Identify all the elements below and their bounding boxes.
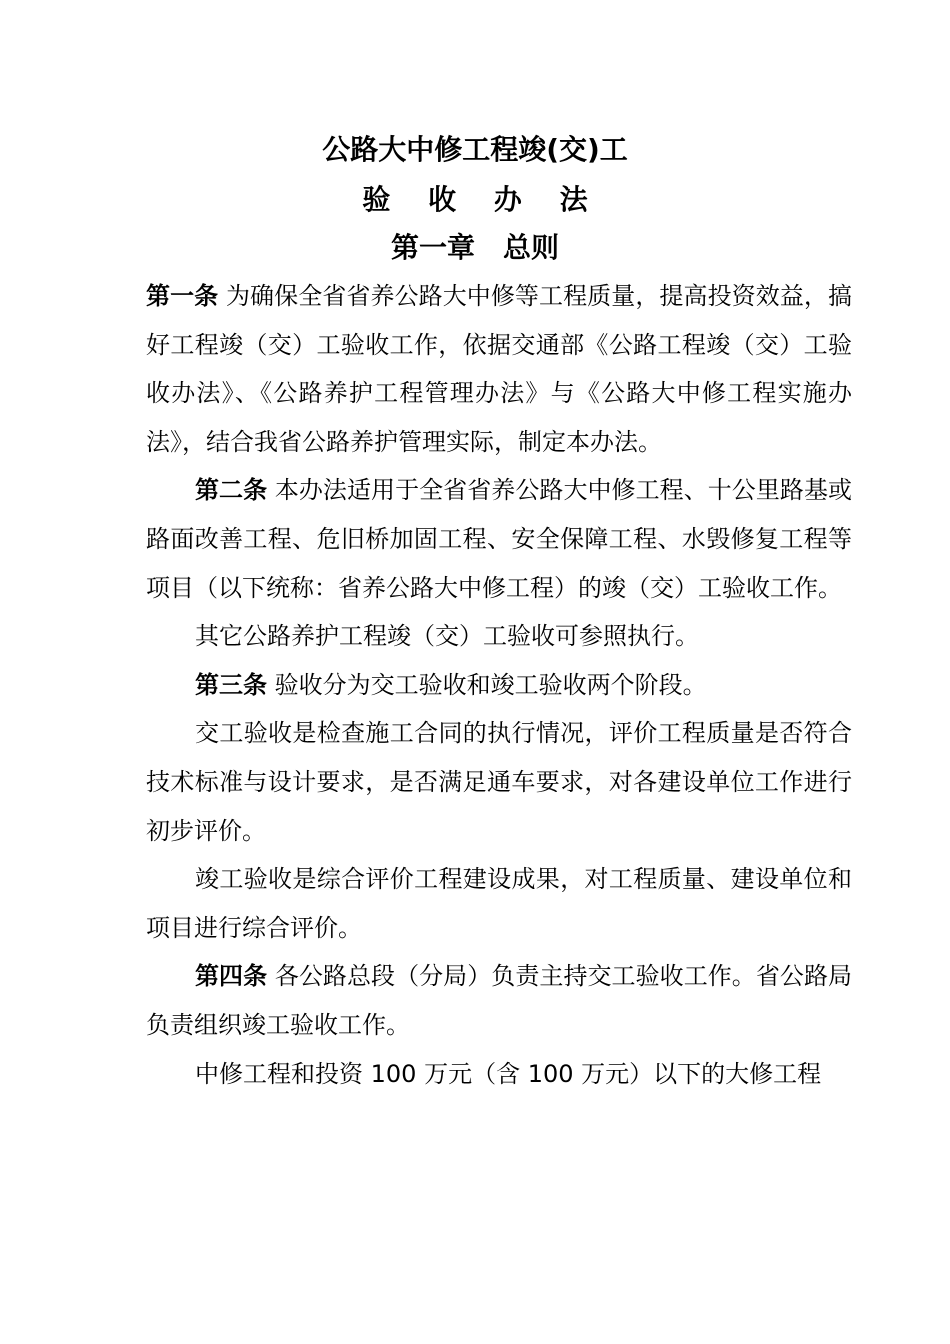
paragraph-text: 交工验收是检查施工合同的执行情况，评价工程质量是否符合技术标准与设计要求，是否满足通车要求，对各建设单位工作进行初步评价。 [146,719,852,845]
article-1-paragraph [146,272,852,466]
article-label: 第三条 [195,670,267,699]
article-label: 第四条 [195,962,268,991]
article-label: 第一条 [146,282,219,310]
paragraph-text: 本办法适用于全省省养公路大中修工程、十公里路基或路面改善工程、危旧桥加固工程、安全保障工程、水毁修复工程等项目（以下统称：省养公路大中修工程）的竣（交）工验收工作。 [146,476,852,602]
article-2-paragraph [146,466,852,612]
article-4-paragraph [146,952,852,1049]
article-label: 第二条 [195,476,268,505]
paragraph [146,1050,852,1099]
paragraph [146,709,852,855]
paragraph-text: 中修工程和投资 100 万元（含 100 万元）以下的大修工程 [195,1059,822,1088]
paragraph [146,855,852,952]
paragraph-text: 为确保全省省养公路大中修等工程质量，提高投资效益，搞好工程竣（交）工验收工作，依据交通部《公路工程竣（交）工验收办法》、《公路养护工程管理办法》与《公路大中修工程实施办法》，结合我省公路养护管理实际，制定本办法。 [146,282,852,456]
document-title: 公路大中修工程竣(交)工 [322,133,628,166]
document-subtitle: 验 收 办 法 [362,183,602,216]
paragraph-text: 其它公路养护工程竣（交）工验收可参照执行。 [195,622,699,651]
document-body [146,272,852,1098]
chapter-heading: 第一章 总则 [390,231,559,264]
paragraph-text: 竣工验收是综合评价工程建设成果，对工程质量、建设单位和项目进行综合评价。 [146,865,852,942]
paragraph-text: 验收分为交工验收和竣工验收两个阶段。 [267,670,707,699]
paragraph-text: 各公路总段（分局）负责主持交工验收工作。省公路局负责组织竣工验收工作。 [146,962,852,1039]
paragraph [146,612,852,661]
article-3-paragraph [146,661,852,710]
